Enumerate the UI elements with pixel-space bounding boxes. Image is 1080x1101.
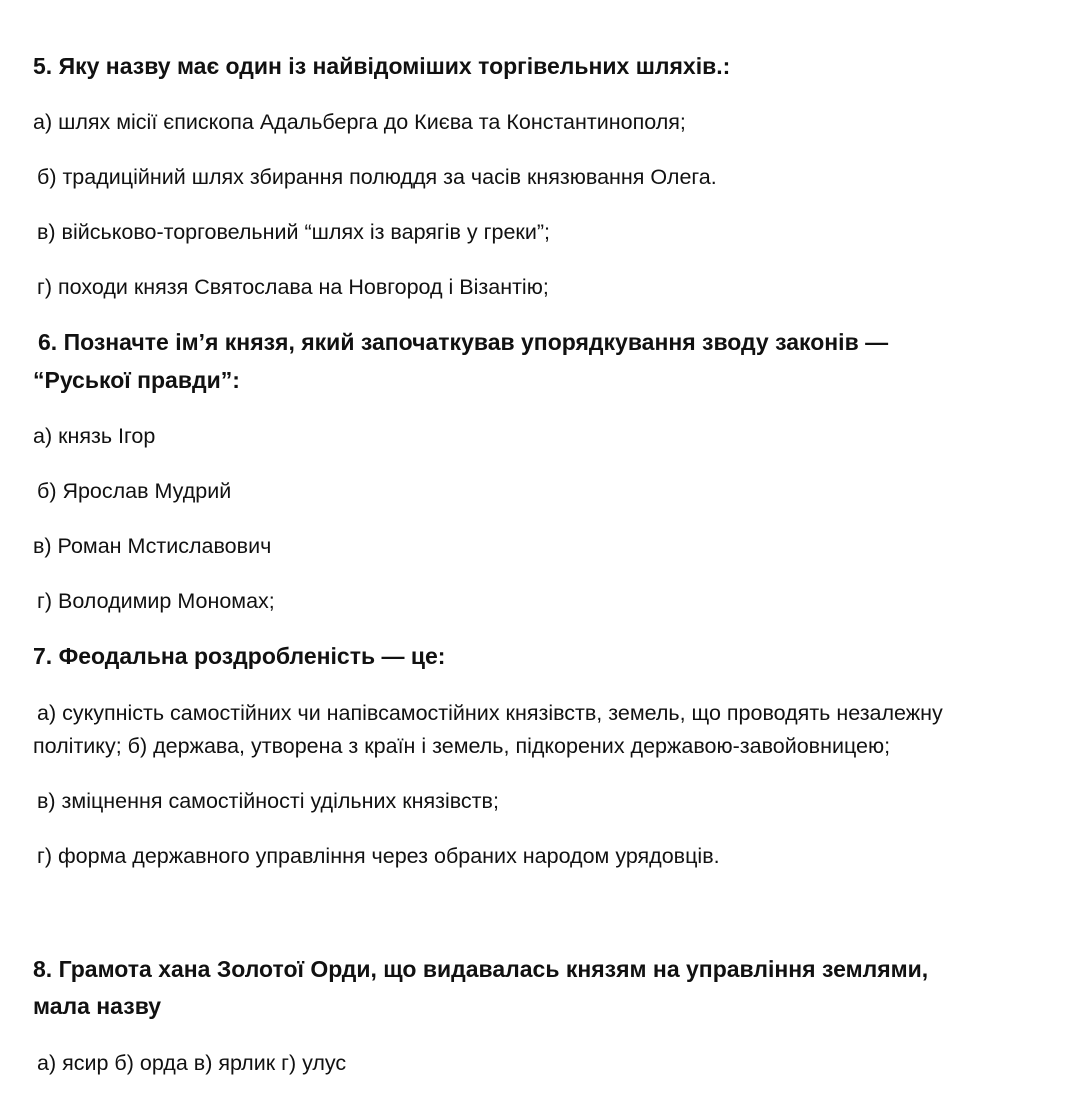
question-8-title-cont: мала назву xyxy=(33,993,162,1019)
question-6-title-cont: “Руської правди”: xyxy=(33,367,240,393)
question-5-answer-d: г) походи князя Святослава на Новгород і Візантію; xyxy=(37,275,549,299)
question-5-answer-b: б) традиційний шлях збирання полюддя за часів князювання Олега. xyxy=(37,165,717,189)
question-7-answer-a-cont: політику; б) держава, утворена з країн і земель, підкорених державою-завойовницею; xyxy=(33,734,891,758)
question-5-answer-a: а) шлях місії єпископа Адальберга до Києва та Константинополя; xyxy=(33,110,686,134)
question-6-answer-d: г) Володимир Мономах; xyxy=(37,589,275,613)
question-7-answer-a: а) сукупність самостійних чи напівсамостійних князівств, земель, що проводять незалежну xyxy=(37,701,943,725)
question-7-answer-d: г) форма державного управління через обраних народом урядовців. xyxy=(37,844,720,868)
question-7-title: 7. Феодальна роздробленість — це: xyxy=(33,643,446,669)
question-7-answer-c: в) зміцнення самостійності удільних князівств; xyxy=(37,789,499,813)
question-8-title: 8. Грамота хана Золотої Орди, що видавалась князям на управління землями, xyxy=(33,956,929,982)
question-5-title: 5. Яку назву має один із найвідоміших торгівельних шляхів.: xyxy=(33,53,731,79)
question-5-answer-c: в) військово-торговельний “шлях із варягів у греки”; xyxy=(37,220,550,244)
question-6-answer-a: а) князь Ігор xyxy=(33,424,156,448)
question-6-answer-c: в) Роман Мстиславович xyxy=(33,534,272,558)
question-6-title: 6. Позначте ім’я князя, який започаткував упорядкування зводу законів — xyxy=(38,329,889,355)
question-6-answer-b: б) Ярослав Мудрий xyxy=(37,479,232,503)
question-8-answers: а) ясир б) орда в) ярлик г) улус xyxy=(37,1051,347,1075)
